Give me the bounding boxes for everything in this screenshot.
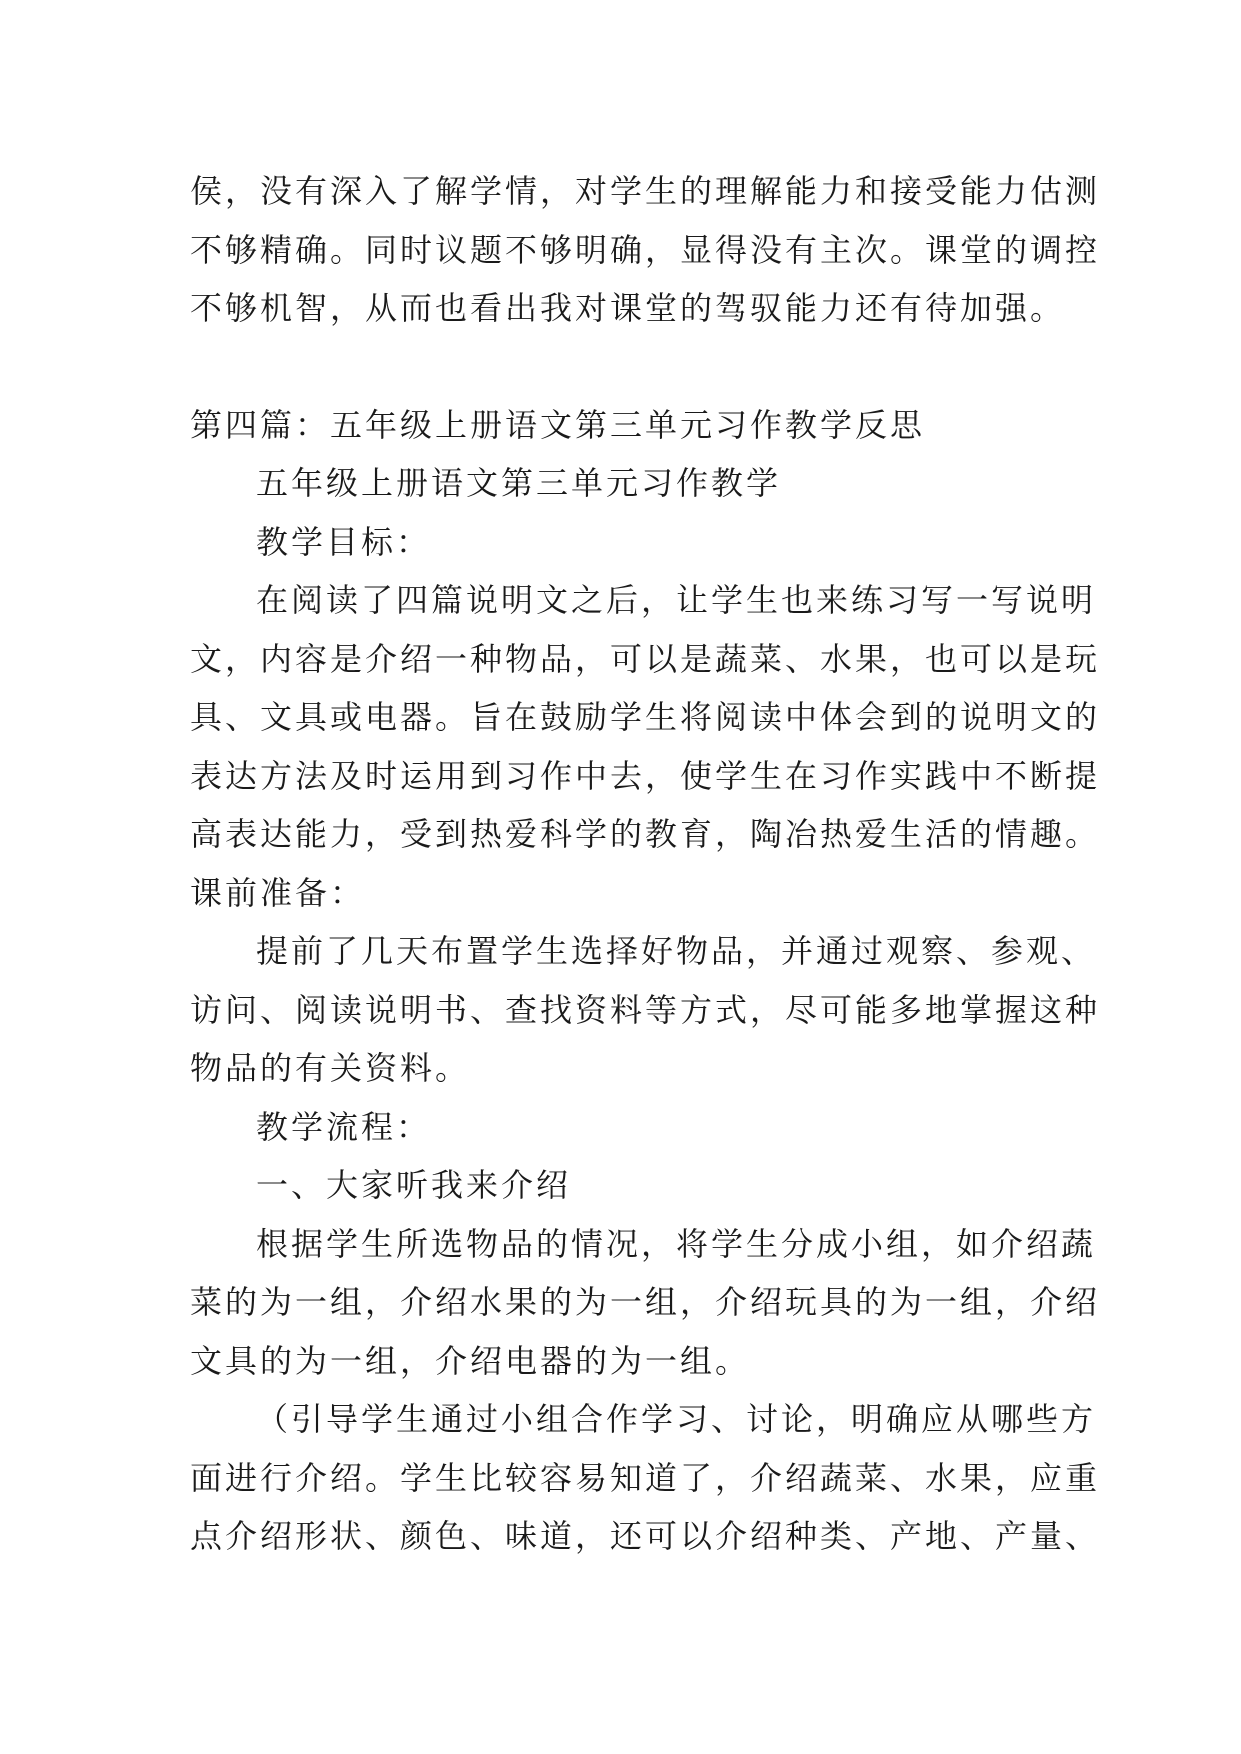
section-heading: 第四篇：五年级上册语文第三单元习作教学反思: [190, 405, 926, 444]
text-line: 访问、阅读说明书、查找资料等方式，尽可能多地掌握这种: [190, 990, 1101, 1029]
text-line: 面进行介绍。学生比较容易知道了，介绍蔬菜、水果，应重: [190, 1458, 1101, 1497]
text-line: 具、文具或电器。旨在鼓励学生将阅读中体会到的说明文的: [190, 698, 1101, 736]
text-line: 表达方法及时运用到习作中去，使学生在习作实践中不断提: [190, 756, 1101, 795]
text-line: 在阅读了四篇说明文之后，让学生也来练习写一写说明: [256, 581, 1097, 619]
subheading-objectives: 教学目标：: [256, 522, 432, 561]
subheading-preparation: 课前准备：: [190, 873, 366, 912]
text-line: 高表达能力，受到热爱科学的教育，陶冶热爱生活的情趣。: [190, 815, 1101, 853]
text-line: 文具的为一组，介绍电器的为一组。: [190, 1341, 751, 1380]
text-line: 提前了几天布置学生选择好物品，并通过观察、参观、: [256, 932, 1097, 970]
text-line: 物品的有关资料。: [190, 1049, 471, 1087]
text-line: 文，内容是介绍一种物品，可以是蔬菜、水果，也可以是玩: [190, 639, 1101, 678]
text-line: 侯，没有深入了解学情，对学生的理解能力和接受能力估测: [190, 172, 1101, 210]
text-line: 根据学生所选物品的情况，将学生分成小组，如介绍蔬: [256, 1224, 1097, 1263]
text-line: 不够精确。同时议题不够明确，显得没有主次。课堂的调控: [190, 230, 1101, 269]
text-line: 点介绍形状、颜色、味道，还可以介绍种类、产地、产量、: [190, 1517, 1101, 1555]
text-line: （引导学生通过小组合作学习、讨论，明确应从哪些方: [256, 1400, 1097, 1438]
subheading-process: 教学流程：: [256, 1107, 432, 1146]
document-body: [190, 162, 1101, 1566]
text-line: 不够机智，从而也看出我对课堂的驾驭能力还有待加强。: [190, 289, 1066, 327]
subheading-step-one: 一、大家听我来介绍: [256, 1166, 572, 1204]
text-line: 菜的为一组，介绍水果的为一组，介绍玩具的为一组，介绍: [190, 1283, 1101, 1321]
section-subtitle: 五年级上册语文第三单元习作教学: [256, 464, 782, 502]
